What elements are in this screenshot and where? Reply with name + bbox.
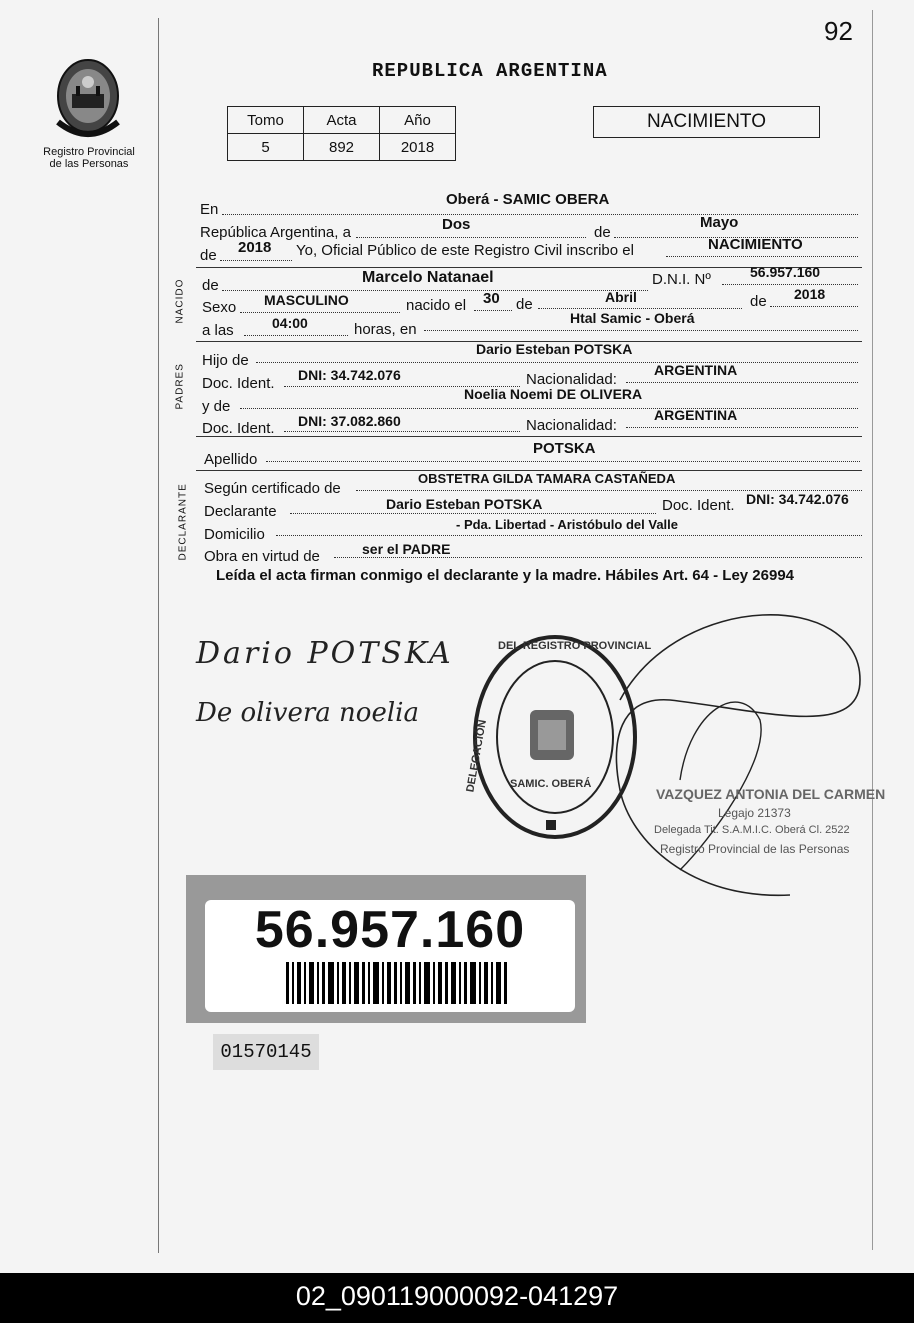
father-nat-label: Nacionalidad:	[526, 371, 617, 388]
de-label-5: de	[750, 293, 767, 310]
hijo-label: Hijo de	[202, 352, 249, 369]
birth-day-line	[474, 310, 512, 311]
yde-label: y de	[202, 398, 231, 415]
de-label-3: de	[202, 277, 219, 294]
record-month: Mayo	[700, 214, 739, 231]
anio-value: 2018	[380, 134, 456, 161]
dni-label: D.N.I. Nº	[652, 271, 711, 288]
birth-year-line	[770, 306, 858, 307]
barcode-number: 56.957.160	[254, 901, 526, 959]
obra-value: ser el PADRE	[362, 541, 451, 557]
child-dni: 56.957.160	[750, 264, 821, 280]
mother-doc-line	[284, 431, 520, 432]
father-doc-label: Doc. Ident.	[202, 375, 275, 392]
dni-line	[722, 284, 858, 285]
stamp-circle-bottom: SAMIC. OBERÁ	[510, 778, 592, 790]
year-line	[220, 260, 292, 261]
acta-header: Acta	[304, 107, 380, 134]
father-name: Dario Esteban POTSKA	[476, 341, 633, 357]
signature-mother: De olivera noelia	[196, 698, 419, 728]
serial-number: 01570145	[213, 1034, 319, 1070]
barcode-bars	[286, 962, 508, 1004]
yo-text: Yo, Oficial Público de este Registro Civil inscribo el	[296, 242, 634, 259]
mother-nationality: ARGENTINA	[654, 407, 738, 423]
child-sexo: MASCULINO	[264, 292, 349, 308]
officer-name: VAZQUEZ ANTONIA DEL CARMEN	[656, 786, 886, 802]
domicilio-value: - Pda. Libertad - Aristóbulo del Valle	[456, 517, 678, 532]
registry-line2: de las Personas	[49, 158, 129, 170]
tomo-value: 5	[228, 134, 304, 161]
birth-place: Htal Samic - Oberá	[570, 310, 695, 326]
officer-legajo: Legajo 21373	[718, 806, 791, 820]
republica-label: República Argentina, a	[200, 224, 351, 241]
province-logo	[50, 56, 126, 142]
father-nationality: ARGENTINA	[654, 362, 738, 378]
anio-header: Año	[380, 107, 456, 134]
footer-code: 02_090119000092-041297	[0, 1273, 914, 1323]
record-kind: NACIMIENTO	[708, 236, 803, 253]
mother-line	[240, 408, 858, 409]
nacido-el-label: nacido el	[406, 297, 467, 314]
tomo-header: Tomo	[228, 107, 304, 134]
birth-day: 30	[483, 290, 500, 307]
name-line	[222, 290, 648, 291]
apellido-value: POTSKA	[533, 440, 596, 457]
acta-value: 892	[304, 134, 380, 161]
declarante-doc: DNI: 34.742.076	[746, 491, 849, 507]
declarante-doc-label: Doc. Ident.	[662, 497, 735, 514]
right-margin-line	[872, 10, 873, 1250]
nacido-side-label: NACIDO	[174, 278, 186, 324]
segun-label: Según certificado de	[204, 480, 341, 497]
closing-statement: Leída el acta firman conmigo el declarante y la madre. Hábiles Art. 64 - Ley 26994	[216, 567, 795, 584]
father-doc: DNI: 34.742.076	[298, 367, 401, 383]
sexo-label: Sexo	[202, 299, 237, 316]
apellido-line	[266, 461, 860, 462]
record-day: Dos	[442, 216, 471, 233]
page-number: 92	[824, 16, 853, 46]
en-label: En	[200, 201, 219, 218]
stamp-circle-top: DEL REGISTRO PROVINCIAL	[498, 640, 652, 652]
registry-place: Oberá - SAMIC OBERA	[446, 191, 610, 208]
officer-registro: Registro Provincial de las Personas	[660, 842, 850, 856]
father-nat-line	[626, 382, 858, 383]
tomo-acta-anio-table	[227, 106, 456, 161]
domicilio-label: Domicilio	[204, 526, 265, 543]
padres-side-label: PADRES	[174, 363, 186, 410]
de-label-4: de	[516, 296, 533, 313]
child-name: Marcelo Natanael	[362, 269, 494, 286]
left-margin-line	[158, 18, 159, 1253]
alas-label: a las	[202, 322, 234, 339]
apellido-top-rule	[196, 436, 862, 437]
officer-delegada: Delegada Tit. S.A.M.I.C. Oberá Cl. 2522	[654, 824, 850, 836]
doc-type-box: NACIMIENTO	[593, 106, 820, 138]
mother-nat-label: Nacionalidad:	[526, 417, 617, 434]
declarante-label: Declarante	[204, 503, 277, 520]
kind-line	[666, 256, 858, 257]
father-line	[256, 362, 858, 363]
de-label-2: de	[200, 247, 217, 264]
declarante-side-label: DECLARANTE	[177, 483, 189, 561]
record-year: 2018	[238, 239, 272, 256]
obra-label: Obra en virtud de	[204, 548, 320, 565]
mother-nat-line	[626, 427, 858, 428]
registry-line1: Registro Provincial	[43, 146, 135, 158]
horas-label: horas, en	[354, 321, 417, 338]
mother-doc: DNI: 37.082.860	[298, 413, 401, 429]
obra-line	[334, 557, 862, 558]
birth-month-line	[538, 308, 742, 309]
page-title: REPUBLICA ARGENTINA	[372, 60, 608, 82]
declarante-line	[290, 513, 656, 514]
domicilio-line	[276, 535, 862, 536]
time-line	[244, 335, 348, 336]
de-label-1: de	[594, 224, 611, 241]
sexo-line	[240, 312, 400, 313]
stamp-circle-side: DELEGACIÓN	[464, 718, 489, 794]
apellido-label: Apellido	[204, 451, 258, 468]
mother-name: Noelia Noemi DE OLIVERA	[464, 386, 643, 402]
birth-year: 2018	[794, 286, 826, 302]
signature-father: Dario POTSKA	[196, 636, 454, 671]
day-line	[356, 237, 586, 238]
birth-time: 04:00	[272, 315, 308, 331]
declarante-name: Dario Esteban POTSKA	[386, 496, 543, 512]
birth-month: Abril	[605, 289, 637, 305]
certificado-value: OBSTETRA GILDA TAMARA CASTAÑEDA	[418, 471, 676, 486]
place-line	[222, 214, 858, 215]
birth-place-line	[424, 330, 858, 331]
registry-label	[30, 146, 148, 170]
mother-doc-label: Doc. Ident.	[202, 420, 275, 437]
